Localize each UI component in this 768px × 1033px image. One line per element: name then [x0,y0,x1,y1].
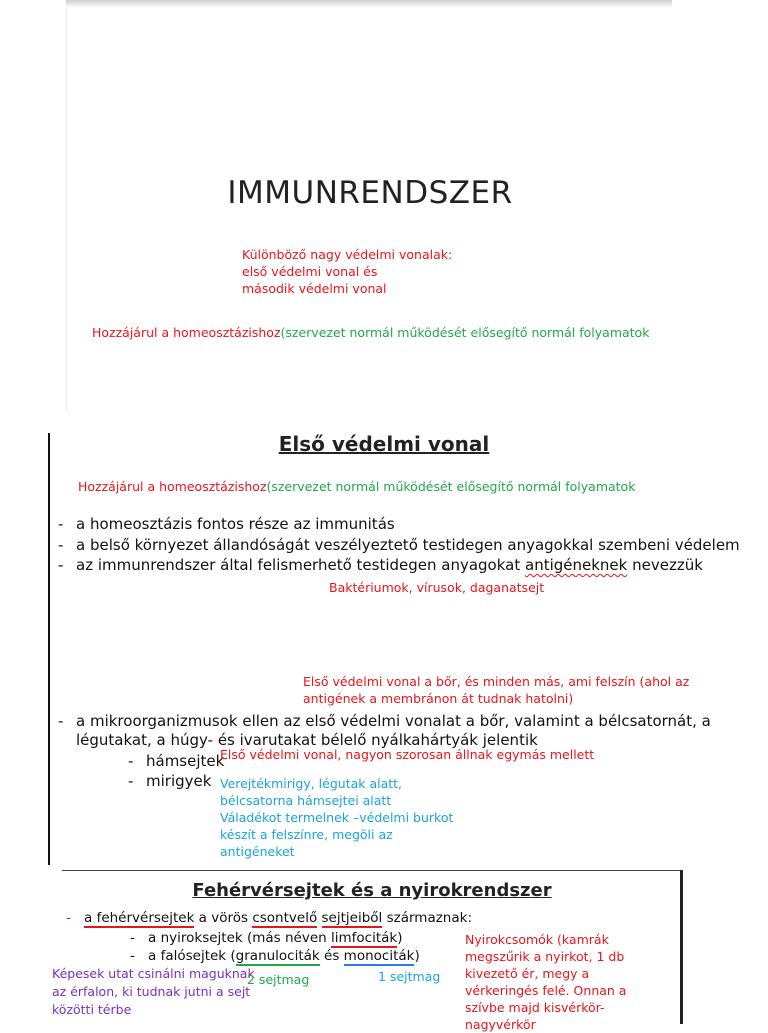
slide3-sub-lymphocytes [130,930,403,946]
phago-text-mid: és [319,948,344,964]
slide3-bullet-1 [66,910,472,926]
purple-note-line-1: Képesek utat csinálni maguknak [52,966,255,981]
white-blood-cells-word: a fehérvérsejtek [84,910,195,926]
homeostasis-red-text: Hozzájárul a homeosztázishoz [92,325,281,340]
lymph-node-note-line-4: vérkeringés felé. Onnan a [465,983,627,998]
sub-dash: - [128,772,134,790]
purple-note-line-2: az érfalon, ki tudnak jutni a sejt [52,984,251,999]
slide3-bullet-1-text: a vörös [194,910,253,926]
gland-note-line-5: antigéneket [220,844,295,859]
bullet-dash: - [58,712,64,730]
antigen-word: antigéneknek [525,556,628,574]
slide2-title: Első védelmi vonal [278,432,490,456]
lymph-node-note-line-5: szívbe majd kisvérkör- [465,1000,605,1015]
bullet-item-1 [58,515,395,533]
sub-dash: - [130,930,135,946]
skin-note-line-2: antigének a membránon át tudnak hatolni) [303,691,574,706]
sub-item-epithelial-text: hámsejtek [146,752,225,770]
cells-word: sejtjeiből [321,910,383,926]
lymph-text-end: ) [397,930,403,946]
slide1-top-shadow [66,0,672,8]
bullet-dash: - [66,910,71,926]
gland-note-line-3: Váladékot termelnek –védelmi burkot [220,810,454,825]
lymph-node-note-line-3: kivezető ér, megy a [465,966,590,981]
bullet-text-2: a belső környezet állandóságát veszélyeztető testidegen anyagokkal szembeni védelem [76,536,740,554]
lymphocytes-word: limfociták [331,930,398,946]
slide3-bullet-1-space [317,910,321,926]
bullet-text-4-line-2: légutakat, a húgy- és ivarutakat bélelő nyálkahártyák jelentik [76,731,538,749]
bullet-text-1: a homeosztázis fontos része az immunitás [76,515,395,533]
slide1-note-line-2: első védelmi vonal és [242,264,378,279]
page-title: IMMUNRENDSZER [227,175,513,211]
granulocytes-word: granulociták [235,948,320,964]
homeostasis-red-text-2: Hozzájárul a homeosztázishoz [78,479,267,494]
sub-dash: - [128,752,134,770]
slide1-note-line-3: második védelmi vonal [242,281,387,296]
gland-note-line-4: készít a felszínre, megöli az [220,827,393,842]
phago-text: a falósejtek ( [148,948,236,964]
epithelial-note: Első védelmi vonal, nagyon szorosan állnak egymás mellett [220,747,595,762]
sub-item-glands-text: mirigyek [146,772,212,790]
skin-note-line-1: Első védelmi vonal a bőr, és minden más, ami felszín (ahol az [303,674,690,689]
lymph-text: a nyiroksejtek (más néven [148,930,332,946]
nucleus-1-note: 1 sejtmag [378,969,441,984]
slide3-top-border [62,870,682,871]
bullet-dash: - [58,515,64,533]
lymph-node-note-line-2: megszűrik a nyirkot, 1 db [465,949,625,964]
bullet-dash: - [58,536,64,554]
bullet-item-3 [58,556,703,574]
lymph-node-note-line-6: nagyvérkör [465,1017,536,1032]
phago-text-end: ) [414,948,420,964]
bullet-text-4-line-1: a mikroorganizmusok ellen az első védelmi vonalat a bőr, valamint a bélcsatornát, a [76,712,711,730]
homeostasis-green-text: (szervezet normál működését elősegítő normál folyamatok [280,325,650,340]
gland-note-line-1: Verejtékmirigy, légutak alatt, [220,776,403,791]
bullet-item-4 [58,712,711,730]
bone-marrow-word: csontvelő [252,910,318,926]
slide3-sub-phagocytes [130,948,420,964]
sub-item-glands [128,772,211,790]
gland-note-line-2: bélcsatorna hámsejtei alatt [220,793,392,808]
slide3-title: Fehérvérsejtek és a nyirokrendszer [192,880,552,901]
sub-dash: - [130,948,135,964]
slide2-left-border [48,433,50,865]
monocytes-word: monociták [343,948,415,964]
slide1-homeostasis-note [92,325,649,341]
slide1-note-line-1: Különböző nagy védelmi vonalak: [242,247,453,262]
homeostasis-green-text-2: (szervezet normál működését elősegítő normál folyamatok [266,479,636,494]
slide3-bullet-1-end: származnak: [382,910,472,926]
lymph-node-note-line-1: Nyirokcsomók (kamrák [465,932,609,947]
bullet-text-3-end: nevezzük [627,556,703,574]
sub-item-epithelial [128,752,224,770]
purple-note-line-3: közötti térbe [52,1002,132,1017]
bullet-item-2 [58,536,740,554]
slide2-homeostasis-note [78,479,635,495]
bullet-dash: - [58,556,64,574]
nucleus-2-note: 2 sejtmag [247,972,310,987]
bacteria-note: Baktériumok, vírusok, daganatsejt [329,580,545,595]
bullet-text-3: az immunrendszer által felismerhető testidegen anyagokat [76,556,525,574]
